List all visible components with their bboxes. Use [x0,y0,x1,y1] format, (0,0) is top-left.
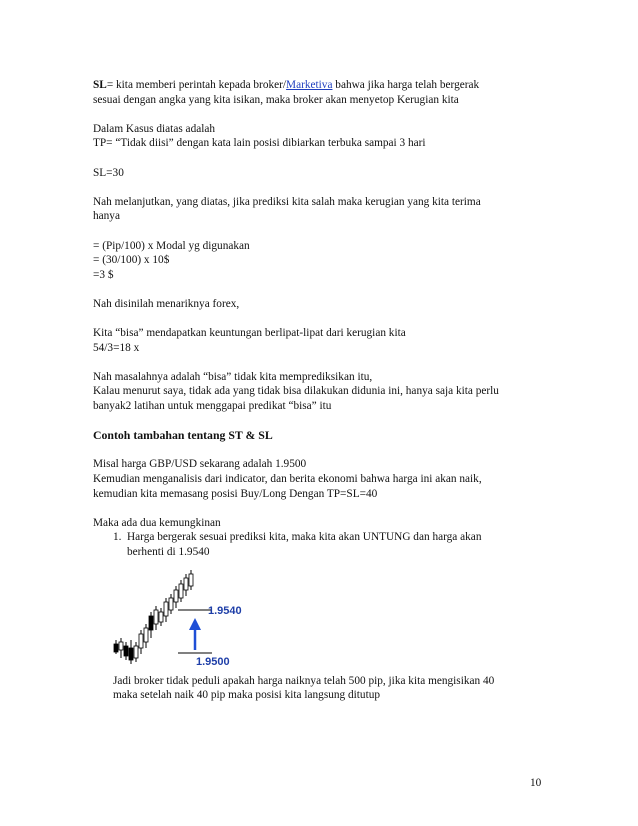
sl-value [93,166,563,181]
continue-line-2: hanya [93,210,120,223]
page-content [93,78,563,703]
sl-definition-line-2: sesuai dengan angka yang kita isikan, maka broker akan menyetop Kerugian kita [93,93,459,106]
problem-paragraph [93,370,563,414]
formula-paragraph [93,239,563,283]
candle-body [119,642,123,650]
candlestick-figure [112,568,242,666]
example-line-3: kemudian kita memasang posisi Buy/Long Dengan TP=SL=40 [93,487,378,500]
candle-body [189,574,193,586]
possibilities-block [93,516,563,560]
formula-line-2: = (30/100) x 10$ [93,254,170,267]
candle-body [149,616,153,630]
case-line-2: TP= “Tidak diisi” dengan kata lain posisi dibiarkan terbuka sampai 3 hari [93,137,426,150]
forex-paragraph [93,297,563,312]
broker-note-line-1: Jadi broker tidak peduli apakah harga naiknya telah 500 pip, jika kita mengisikan 40 [113,674,495,687]
formula-line-1: = (Pip/100) x Modal yg digunakan [93,239,250,252]
candle-body [179,584,183,598]
example-line-2: Kemudian menganalisis dari indicator, dan berita ekonomi bahwa harga ini akan naik, [93,473,482,486]
candle-body [184,578,188,590]
possibility-list [93,530,563,559]
candle-body [144,628,148,642]
candles-group [114,570,193,664]
lower-price-label: 1.9500 [196,655,230,666]
example-paragraph [93,457,563,501]
broker-note [93,674,563,703]
candle-body [129,648,133,660]
case-line-1: Dalam Kasus diatas adalah [93,122,216,135]
candle-body [174,590,178,602]
sl-definition [93,78,563,107]
candle-body [124,646,128,656]
section-heading [93,428,563,443]
profit-paragraph [93,326,563,355]
problem-line-3: banyak2 latihan untuk menggapai predikat “bisa” itu [93,400,332,413]
list-item-line-1: Harga bergerak sesuai prediksi kita, maka kita akan UNTUNG dan harga akan [127,531,482,544]
list-item-line-2: berhenti di 1.9540 [127,546,210,558]
sl-value-line: SL=30 [93,166,124,179]
problem-line-2: Kalau menurut saya, tidak ada yang tidak bisa dilakukan didunia ini, hanya saja kita perlu [93,385,499,398]
candle-body [164,602,168,616]
section-heading-text: Contoh tambahan tentang ST & SL [93,428,273,443]
sl-definition-line-1 [93,78,563,93]
sl-label: SL [93,79,107,91]
broker-note-line-2: maka setelah naik 40 pip maka posisi kita langsung ditutup [113,689,380,702]
possibilities-line: Maka ada dua kemungkinan [93,516,221,529]
candle-body [139,634,143,648]
list-item-number: 1. [113,531,122,544]
sl-text-after-link: bahwa jika harga telah bergerak [332,79,480,91]
candle-body [169,598,173,610]
page-number: 10 [530,777,542,789]
example-line-1: Misal harga GBP/USD sekarang adalah 1.9500 [93,458,307,471]
candle-body [159,612,163,622]
forex-line: Nah disinilah menariknya forex, [93,297,240,310]
problem-line-1: Nah masalahnya adalah “bisa” tidak kita memprediksikan itu, [93,370,373,383]
continue-line-1: Nah melanjutkan, yang diatas, jika prediksi kita salah maka kerugian yang kita terima [93,195,481,208]
continue-paragraph [93,195,563,224]
candlestick-chart-image [112,568,242,666]
up-arrow-icon [189,618,201,650]
marketiva-link[interactable]: Marketiva [286,79,333,91]
upper-price-label: 1.9540 [208,604,242,617]
candle-body [114,644,118,652]
candle-body [134,646,138,658]
profit-line-2: 54/3=18 x [93,341,140,354]
profit-line-1: Kita “bisa” mendapatkan keuntungan berlipat-lipat dari kerugian kita [93,327,406,340]
formula-line-3: =3 $ [93,268,114,281]
candle-body [154,610,158,624]
case-paragraph [93,122,563,151]
sl-text-before-link: = kita memberi perintah kepada broker/ [106,79,287,91]
list-item [93,530,563,559]
